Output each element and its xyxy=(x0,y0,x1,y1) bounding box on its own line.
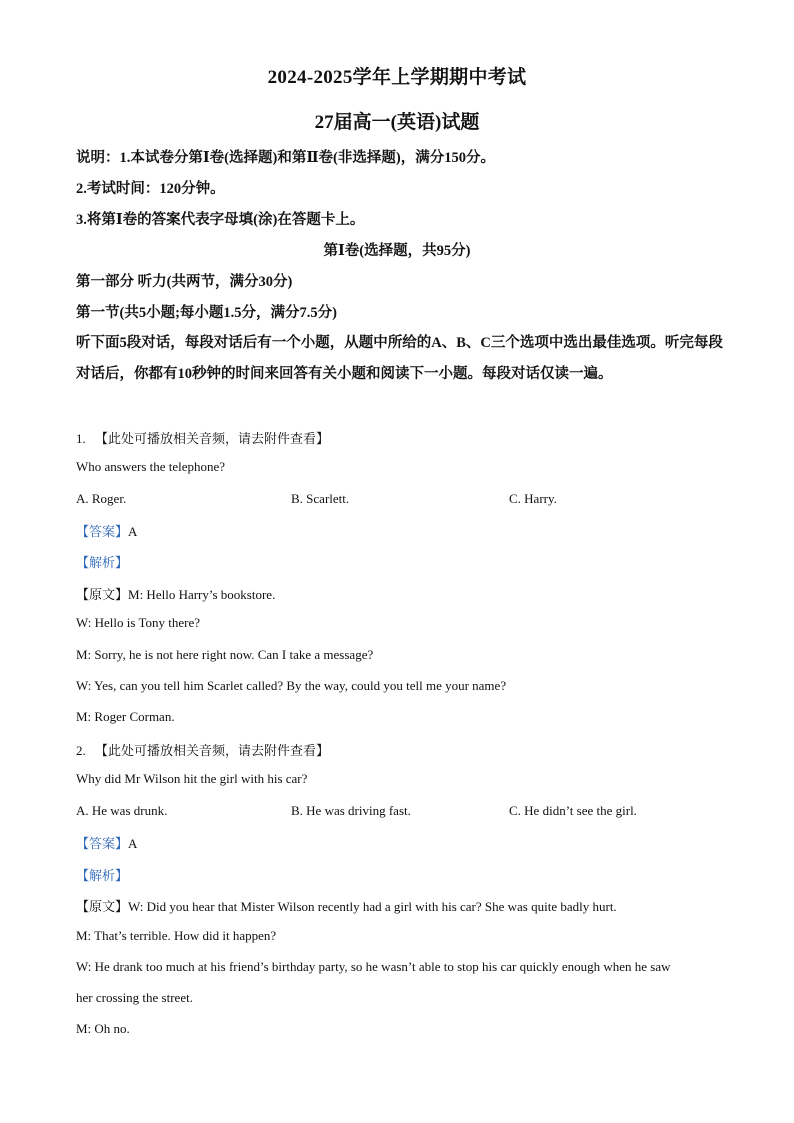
instruction-line-1: 说明：1.本试卷分第Ⅰ卷(选择题)和第Ⅱ卷(非选择题)，满分150分。 xyxy=(76,150,495,166)
answer-value: A xyxy=(128,524,138,539)
transcript-label: 【原文】 xyxy=(76,899,129,914)
question-1-analysis-label: 【解析】 xyxy=(76,555,129,570)
instruction-line-3: 3.将第Ⅰ卷的答案代表字母填(涂)在答题卡上。 xyxy=(76,212,365,228)
question-2-transcript-line: her crossing the street. xyxy=(76,990,193,1005)
question-2-transcript-line: M: Oh no. xyxy=(76,1021,130,1036)
exam-title: 2024-2025学年上学期期中考试 xyxy=(267,67,527,88)
question-2-transcript-line xyxy=(76,896,617,915)
answer-value: A xyxy=(128,836,138,851)
question-1-header xyxy=(76,428,329,447)
audio-note: 【此处可播放相关音频，请去附件查看】 xyxy=(95,743,330,758)
instruction-line-2: 2.考试时间：120分钟。 xyxy=(76,181,225,197)
question-1-transcript-line: M: Roger Corman. xyxy=(76,709,175,724)
listening-directions: 听下面5段对话，每段对话后有一个小题，从题中所给的A、B、C三个选项中选出最佳选项。听完每段对话后，你都有10秒钟的时间来回答有关小题和阅读下一小题。每段对话仅读一遍。 xyxy=(76,335,723,382)
question-2-analysis-label: 【解析】 xyxy=(76,868,129,883)
question-2-option-b: B. He was driving fast. xyxy=(291,803,411,818)
transcript-text: W: Did you hear that Mister Wilson recently had a girl with his car? She was quite badly hurt. xyxy=(128,899,617,914)
section-heading: 第一节(共5小题;每小题1.5分，满分7.5分) xyxy=(76,305,337,321)
question-1-option-b: B. Scarlett. xyxy=(291,491,350,506)
audio-note: 【此处可播放相关音频，请去附件查看】 xyxy=(95,431,330,446)
question-2-text: Why did Mr Wilson hit the girl with his car? xyxy=(76,771,308,786)
question-2-answer xyxy=(76,833,137,852)
question-1-transcript-line xyxy=(76,584,275,603)
question-number: 2. xyxy=(76,743,86,758)
question-number: 1. xyxy=(76,431,86,446)
question-2-transcript-line: W: He drank too much at his friend’s birthday party, so he wasn’t able to stop his car quickly enough when he saw xyxy=(76,959,671,974)
question-2-option-c: C. He didn’t see the girl. xyxy=(509,803,637,818)
question-2-option-a: A. He was drunk. xyxy=(76,803,168,818)
answer-label: 【答案】 xyxy=(76,524,129,539)
transcript-label: 【原文】 xyxy=(76,587,129,602)
question-1-transcript-line: M: Sorry, he is not here right now. Can I take a message? xyxy=(76,647,374,662)
question-2-header xyxy=(76,740,329,759)
question-1-answer xyxy=(76,521,137,540)
transcript-text: M: Hello Harry’s bookstore. xyxy=(128,587,276,602)
volume-title: 第Ⅰ卷(选择题，共95分) xyxy=(323,243,471,259)
question-1-transcript-line: W: Yes, can you tell him Scarlet called? By the way, could you tell me your name? xyxy=(76,678,507,693)
question-1-transcript-line: W: Hello is Tony there? xyxy=(76,615,201,630)
question-1-option-c: C. Harry. xyxy=(509,491,557,506)
question-1-text: Who answers the telephone? xyxy=(76,459,226,474)
exam-subtitle: 27届高一(英语)试题 xyxy=(314,112,480,133)
part-heading: 第一部分 听力(共两节，满分30分) xyxy=(76,274,293,290)
question-2-transcript-line: M: That’s terrible. How did it happen? xyxy=(76,928,277,943)
answer-label: 【答案】 xyxy=(76,836,129,851)
question-1-option-a: A. Roger. xyxy=(76,491,127,506)
